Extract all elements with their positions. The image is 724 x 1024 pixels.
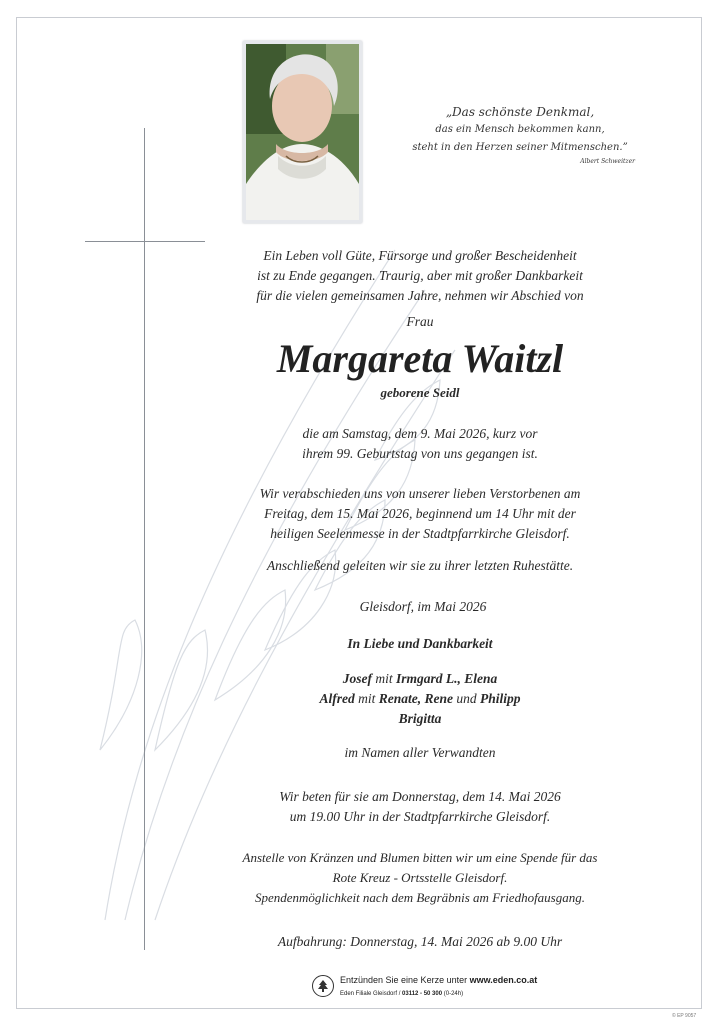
place-date: Gleisdorf, im Mai 2026 <box>359 599 487 614</box>
donation-notice <box>150 848 690 908</box>
birth-name: geborene Seidl <box>380 385 460 400</box>
family-row: Josef mit Irmgard L., Elena <box>342 671 498 686</box>
farewell-line: Freitag, dem 15. Mai 2026, beginnend um 14 Uhr mit der <box>264 506 576 521</box>
family-list <box>150 669 690 729</box>
portrait-photo <box>243 41 362 223</box>
intro-line: ist zu Ende gegangen. Traurig, aber mit großer Dankbarkeit <box>257 268 583 283</box>
intro-line: für die vielen gemeinsamen Jahre, nehmen wir Abschied von <box>256 288 584 303</box>
relatives-note: im Namen aller Verwandten <box>344 745 496 760</box>
death-notice <box>150 424 690 464</box>
family-row: Brigitta <box>398 711 442 726</box>
cross-horizontal <box>85 241 205 242</box>
deceased-name: Margareta Waitzl <box>276 336 564 381</box>
copyright-mark: © EP 9057 <box>672 1013 697 1019</box>
eden-logo-icon <box>312 975 334 997</box>
donation-line: Anstelle von Kränzen und Blumen bitten wir um eine Spende für das <box>242 850 598 865</box>
donation-line: Rote Kreuz - Ortsstelle Gleisdorf. <box>332 870 508 885</box>
death-line: die am Samstag, dem 9. Mai 2026, kurz vor <box>302 426 538 441</box>
quote-line: steht in den Herzen seiner Mitmenschen.” <box>412 142 628 153</box>
farewell-line: Wir verabschieden uns von unserer lieben Verstorbenen am <box>259 486 581 501</box>
quote-block <box>395 103 645 171</box>
salutation: Frau <box>406 314 434 329</box>
prayer-line: um 19.00 Uhr in der Stadtpfarrkirche Gleisdorf. <box>289 809 551 824</box>
prayer-line: Wir beten für sie am Donnerstag, dem 14. Mai 2026 <box>279 789 561 804</box>
intro-line: Ein Leben voll Güte, Fürsorge und großer Bescheidenheit <box>263 248 577 263</box>
quote-author: Albert Schweitzer <box>580 158 635 165</box>
donation-line: Spendenmöglichkeit nach dem Begräbnis am Friedhofausgang. <box>255 890 585 905</box>
death-line: ihrem 99. Geburtstag von uns gegangen ist. <box>302 446 538 461</box>
quote-line: das ein Mensch bekommen kann, <box>435 124 605 135</box>
intro-text <box>150 246 690 332</box>
branch-line: Eden Filiale Gleisdorf / 03112 - 50 300 (0-24h) <box>340 991 464 997</box>
farewell-notice <box>150 484 690 544</box>
family-row: Alfred mit Renate, Rene und Philipp <box>319 691 521 706</box>
candle-line: Entzünden Sie eine Kerze unter www.eden.co.at <box>340 975 538 985</box>
prayer-notice <box>150 787 690 827</box>
burial-notice: Anschließend geleiten wir sie zu ihrer letzten Ruhestätte. <box>266 558 574 573</box>
closing-phrase: In Liebe und Dankbarkeit <box>347 636 493 651</box>
cross-vertical <box>144 128 145 950</box>
quote-line: „Das schönste Denkmal, <box>445 105 595 119</box>
farewell-line: heiligen Seelenmesse in der Stadtpfarrkirche Gleisdorf. <box>270 526 570 541</box>
eden-link[interactable]: www.eden.co.at <box>469 975 538 985</box>
viewing-notice: Aufbahrung: Donnerstag, 14. Mai 2026 ab 9.00 Uhr <box>277 934 563 949</box>
